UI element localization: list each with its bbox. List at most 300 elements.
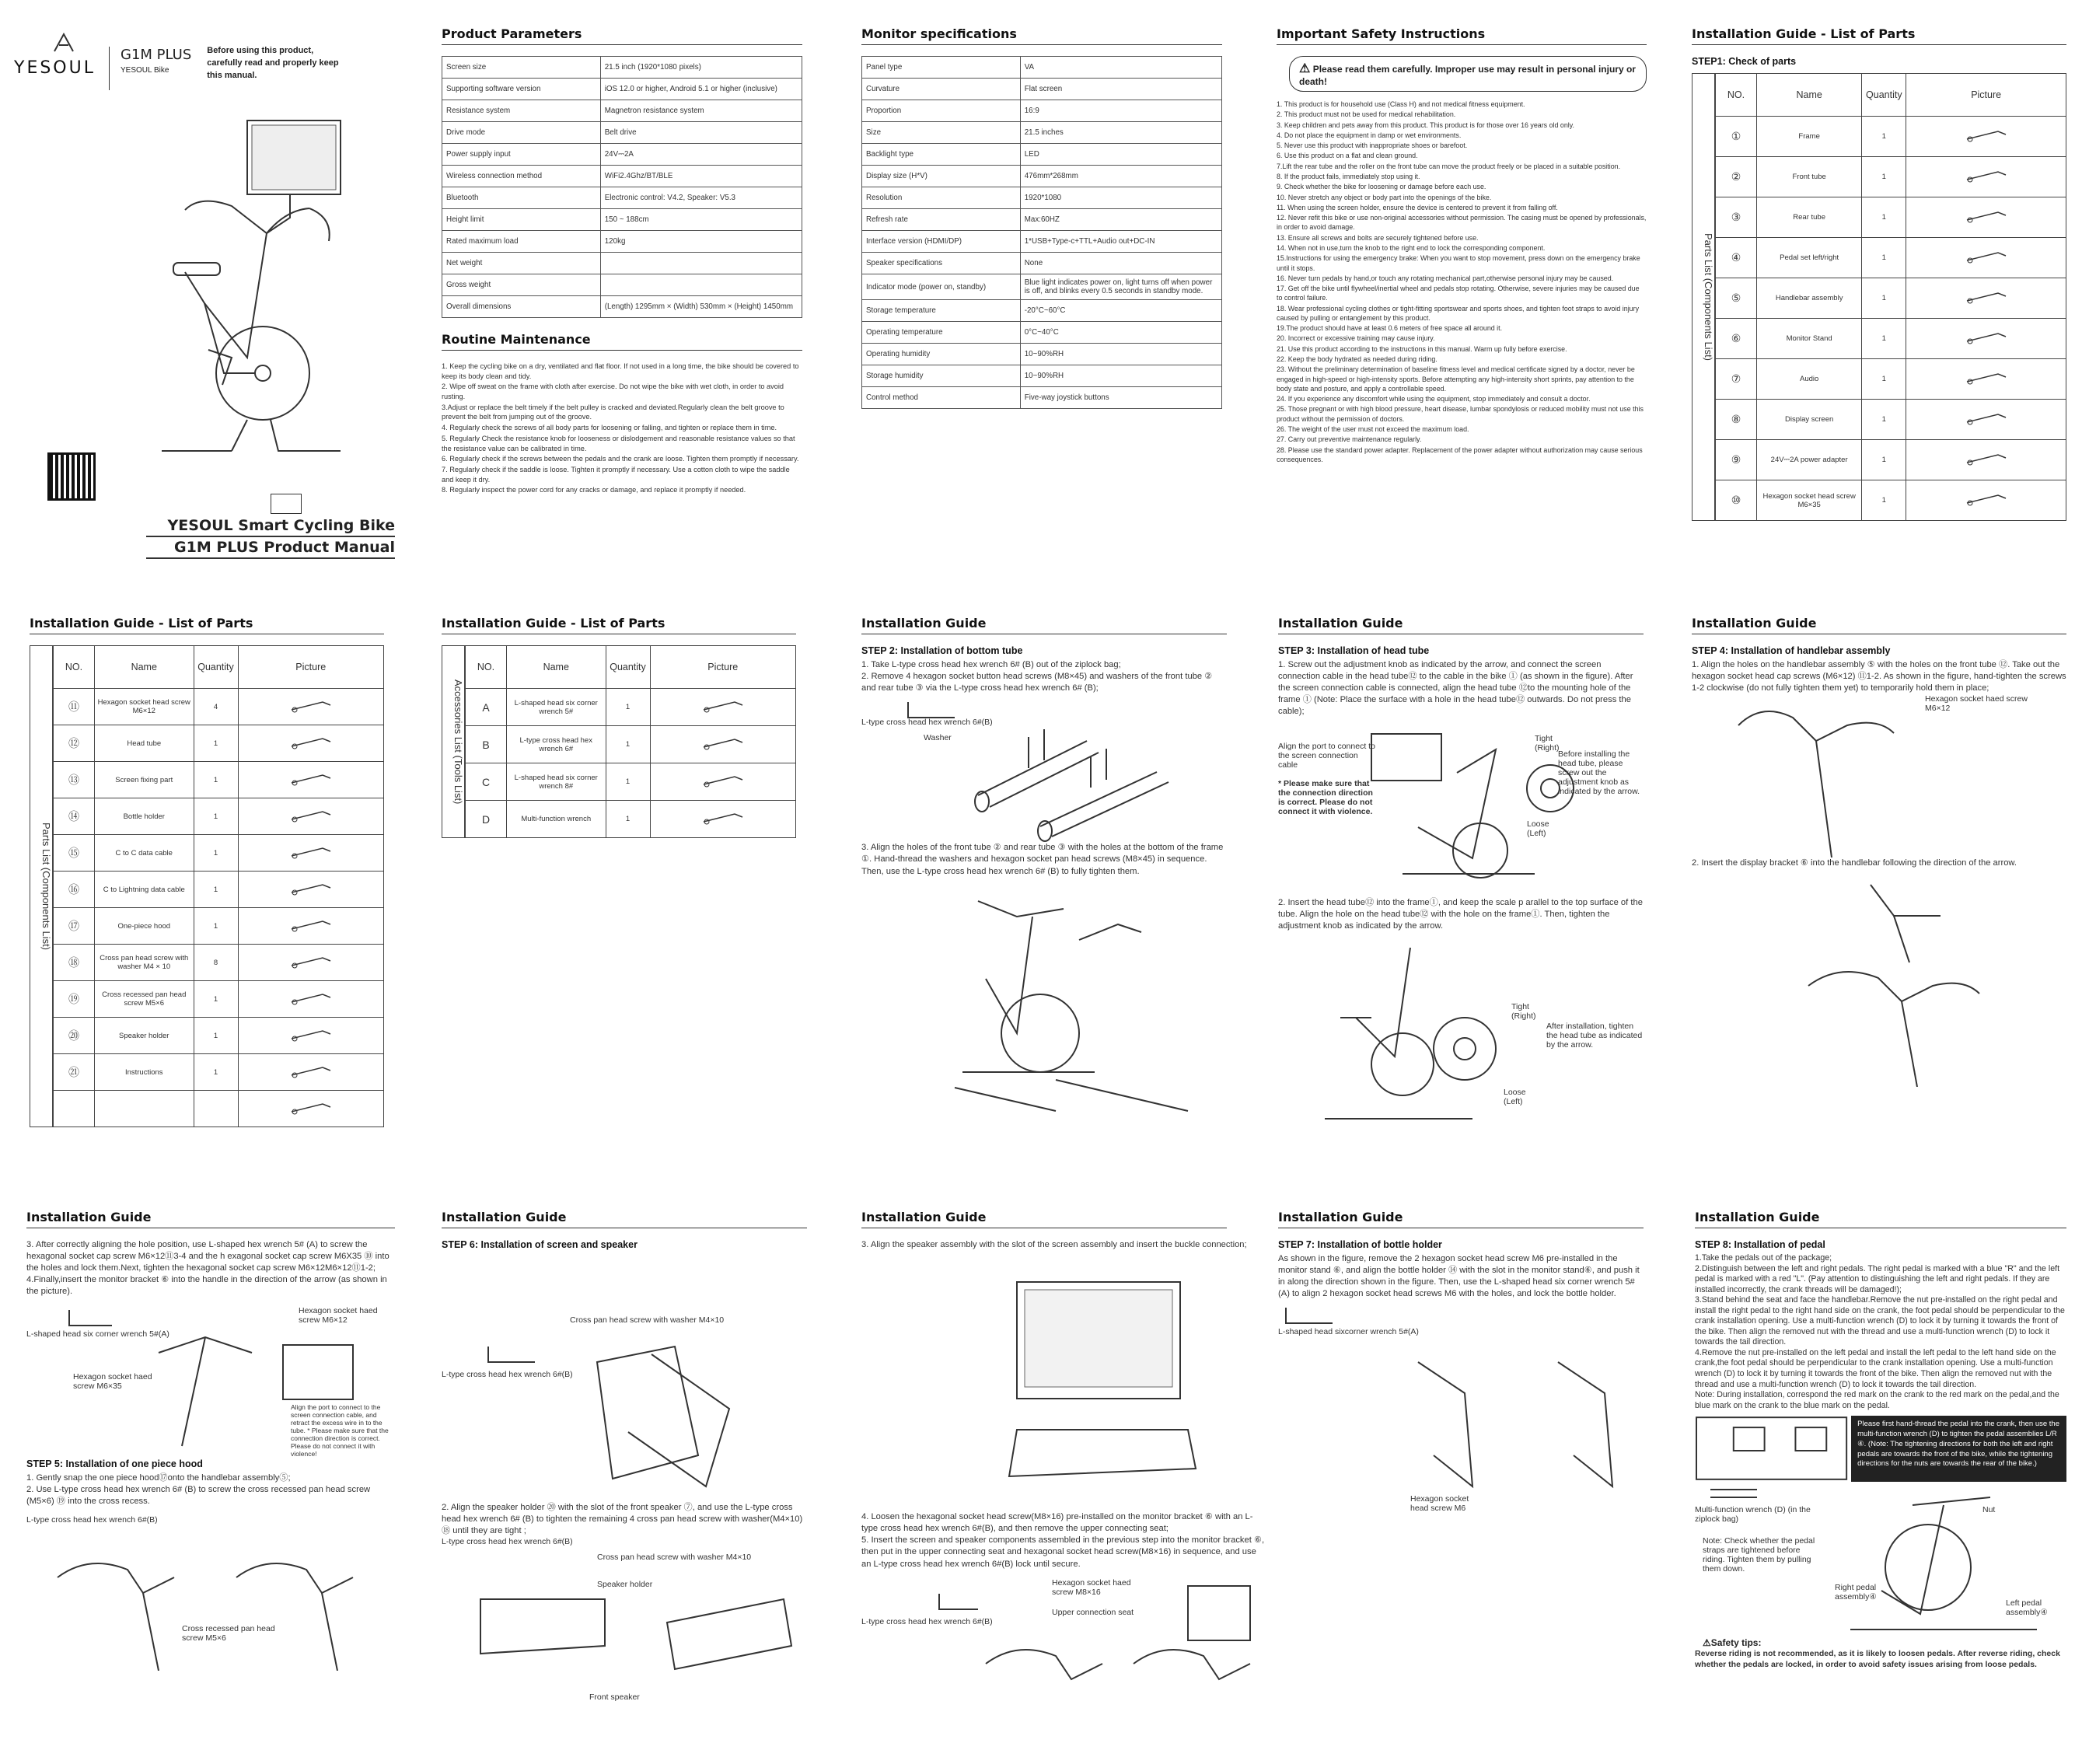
part-name: 24V⎓2A power adapter (1757, 440, 1862, 480)
monitor-label: Storage temperature (862, 300, 1021, 322)
part-quantity: 1 (1862, 197, 1906, 238)
step6b-panel (861, 1210, 1266, 1754)
monitor-label: Speaker specifications (862, 253, 1021, 274)
maintenance-item: 3.Adjust or replace the belt timely if the belt pulley is cracked and deviated.Regularly clean the belt groove to prevent the belt from jumping out of the groove. (442, 403, 784, 421)
param-value: WiFi2.4Ghz/BT/BLE (600, 166, 802, 187)
safety-item: 11. When using the screen holder, ensure the device is centered to prevent it from falling off. (1277, 203, 1558, 211)
safety-item: 6. Use this product on a flat and clean ground. (1277, 152, 1418, 160)
step5-text-1: 3. After correctly aligning the hole position, use L-shaped hex wrench 5# (A) to screw the hexagonal socket cap screw M6×12⑪3-4 and the h exagonal socket cap screw M6X35 ⑩ into the holes and lock them.Next, tighten the hexagonal socket cap screw M6×12M6×12⑪1-2; 4.Finally,insert the monitor bracket ⑥ into the handle in the direction of the arrow (as shown in the picture). (26, 1240, 390, 1297)
part-name: C to C data cable (95, 835, 194, 872)
part-number: ⑦ (1716, 359, 1757, 400)
part-name: One-piece hood (95, 908, 194, 945)
table-header: Picture (650, 646, 796, 689)
monitor-label: Display size (H*V) (862, 166, 1021, 187)
step5-title: Installation Guide (26, 1210, 395, 1228)
monitor-value: Max:60HZ (1020, 209, 1221, 231)
part-picture-icon (284, 915, 338, 935)
param-row (442, 274, 802, 296)
part-name: Bottle holder (95, 798, 194, 835)
part-picture (1906, 319, 2066, 359)
step6-wrench2-label: L-type cross head hex wrench 6#(B) (442, 1537, 573, 1547)
part-number: ⑳ (54, 1018, 95, 1054)
part-number: ② (1716, 157, 1757, 197)
table-row (466, 763, 796, 801)
table-header: Name (507, 646, 606, 689)
step2-heading: STEP 2: Installation of bottom tube (861, 645, 1023, 656)
part-picture (238, 1054, 384, 1091)
step6-title: Installation Guide (442, 1210, 807, 1228)
part-quantity: 1 (1862, 400, 1906, 440)
part-quantity: 1 (194, 981, 238, 1018)
param-row (442, 296, 802, 318)
part-quantity: 1 (1862, 480, 1906, 521)
monitor-row (862, 344, 1222, 365)
monitor-row (862, 365, 1222, 387)
part-quantity: 1 (606, 801, 650, 838)
safety-item: 22. Keep the body hydrated as needed during riding. (1277, 355, 1437, 364)
monitor-label: Control method (862, 387, 1021, 409)
part-number: C (466, 763, 507, 801)
param-label: Rated maximum load (442, 231, 601, 253)
monitor-value: 10~90%RH (1020, 344, 1221, 365)
step7-panel (1278, 1210, 1644, 1754)
table-row (1716, 278, 2066, 319)
monitor-label: Operating humidity (862, 344, 1021, 365)
step3-align-label: Align the port to connect to the screen connection cable (1278, 741, 1375, 770)
parts1-panel (1692, 26, 2066, 571)
part-quantity: 1 (1862, 278, 1906, 319)
part-name: Head tube (95, 725, 194, 762)
table-row (1716, 238, 2066, 278)
step2-text-2: 2. Remove 4 hexagon socket button head screws (M8×45) and washers of the front tube ② and rear tube ③ via the L-type cross head hex wrench 6# (B); (861, 672, 1213, 693)
param-value: 120kg (600, 231, 802, 253)
safety-title: Important Safety Instructions (1277, 26, 1647, 45)
param-label: Bluetooth (442, 187, 601, 209)
step6b-text-2: 4. Loosen the hexagonal socket head screw(M8×16) pre-installed on the monitor bracket ⑥ with an L-type cross head hex wrench 6#(B), and then remove the upper connecting seat; 5. Insert the screen and speaker components assembled in the previous step into the monitor bracket ⑥, then put in the upper connecting seat and hexagonal socket head screw(M8×16) in sequence, and use an L-type cross head hex wrench 6#(B) lock until secure. (861, 1512, 1265, 1569)
step5-note: Align the port to connect to the screen connection cable, and retract the excess wire in to the tube. * Please make sure that the connection direction is correct. Please do not connect it with violence! (291, 1402, 389, 1458)
part-number (54, 1091, 95, 1127)
param-row (442, 209, 802, 231)
part-name: Screen fixing part (95, 762, 194, 798)
safety-list (1277, 100, 1647, 464)
step6-wrench-label: L-type cross head hex wrench 6#(B) (442, 1370, 573, 1379)
step5-panel (26, 1210, 395, 1754)
part-quantity: 1 (194, 872, 238, 908)
param-row (442, 122, 802, 144)
param-label: Screen size (442, 57, 601, 79)
part-picture (238, 872, 384, 908)
step8-wrench-label: Multi-function wrench (D) (in the ziplock bag) (1695, 1505, 1811, 1525)
part-picture-icon (284, 952, 338, 972)
monitor-row (862, 300, 1222, 322)
cover-box (271, 494, 302, 514)
part-picture-icon (284, 696, 338, 716)
part-number: ⑲ (54, 981, 95, 1018)
table-row (1716, 117, 2066, 157)
monitor-label: Refresh rate (862, 209, 1021, 231)
param-value: iOS 12.0 or higher, Android 5.1 or higher (inclusive) (600, 79, 802, 100)
part-quantity: 1 (194, 798, 238, 835)
parts1-title: Installation Guide - List of Parts (1692, 26, 2066, 45)
part-picture-icon (696, 733, 750, 753)
part-picture (238, 981, 384, 1018)
monitor-value: 21.5 inches (1020, 122, 1221, 144)
part-name: L-shaped head six corner wrench 5# (507, 689, 606, 726)
parts2-table (53, 645, 384, 1127)
part-picture-icon (284, 1098, 338, 1118)
param-row (442, 231, 802, 253)
step6-screw-label: Cross pan head screw with washer M4×10 (570, 1315, 725, 1325)
maintenance-list (442, 362, 802, 495)
safety-warning (1289, 56, 1647, 92)
safety-warning-text: Please read them carefully. Improper use may result in personal injury or death! (1299, 64, 1636, 87)
brand-name: YESOUL (14, 58, 96, 78)
part-quantity: 1 (194, 1018, 238, 1054)
part-number: B (466, 726, 507, 763)
safety-item: 9. Check whether the bike for loosening or damage before each use. (1277, 183, 1486, 191)
safety-item: 3. Keep children and pets away from this product. This product is for those over 16 years old only. (1277, 121, 1574, 129)
part-number: ⑩ (1716, 480, 1757, 521)
safety-item: 10. Never stretch any object or body part into the openings of the bike. (1277, 193, 1492, 201)
part-name: Cross recessed pan head screw M5×6 (95, 981, 194, 1018)
part-picture (1906, 440, 2066, 480)
part-quantity: 8 (194, 945, 238, 981)
step8-panel (1695, 1210, 2066, 1762)
parameters-table (442, 56, 802, 318)
table-header: NO. (54, 646, 95, 689)
param-label: Resistance system (442, 100, 601, 122)
monitor-row (862, 209, 1222, 231)
table-row (54, 981, 384, 1018)
part-picture-icon (284, 842, 338, 862)
param-value: (Length) 1295mm × (Width) 530mm × (Height) 1450mm (600, 296, 802, 318)
step6-front-speaker-label: Front speaker (589, 1692, 640, 1703)
step8-note-box: Please first hand-thread the pedal into the crank, then use the multi-function wrench (D) to tighten the pedal assemblies L/R ④. (Note: The tightening directions for both the left and right pedals are towards the front of the bike, while the tightening directions for the nuts are towards the rear of the bike.) (1851, 1416, 2066, 1482)
part-name: L-type cross head hex wrench 6# (507, 726, 606, 763)
maintenance-item: 8. Regularly inspect the power cord for any cracks or damage, and replace it promptly if needed. (442, 486, 746, 494)
safety-item: 15.Instructions for using the emergency brake: When you want to stop movement, press down on the emergency brake until it stops. (1277, 254, 1640, 272)
table-row (54, 725, 384, 762)
tools-side-label: Accessories List (Tools List) (452, 679, 464, 805)
step5-hood-illustration (26, 1507, 395, 1671)
part-picture (238, 798, 384, 835)
part-number: ⑭ (54, 798, 95, 835)
table-row (54, 798, 384, 835)
part-quantity: 1 (194, 908, 238, 945)
cover-title-1: YESOUL Smart Cycling Bike (146, 517, 395, 537)
step8-text: 1.Take the pedals out of the package; 2.Distinguish between the left and right pedals. The right pedal is marked with a blue "R" and the left pedal is marked with a red "L". (Pay attention to distinguishing the left and right pedals. If they are installed incorrectly, the crank threads will be damaged!); 3.Stand behind the seat and face the handlebar.Remove the nut pre-installed on the right pedal and install the right pedal to the right hand side on the crank, the foot pedal should be perpendicular to the crank installation opening. Use a multi-function wrench (D) to lock it by turning it towards the front of the bike. Then align the removed nut with the thread and use a multi-function wrench (D) to lock it towards the tail direction. 4.Remove the nut pre-installed on the left pedal and install the left pedal to the left hand side on the crank,the foot pedal should be perpendicular to the crank installation opening. Use a multi-function wrench (D) to lock it by turning it towards the front of the bike. Then align the removed nut with the thread and use a multi-function wrench (D) to lock it towards the tail direction. Note: During installation, correspond the red mark on the crank to the red mark on the pedal,and the blue mark on the crank to the blue mark on the pedal. (1695, 1253, 2065, 1410)
param-row (442, 57, 802, 79)
monitor-row (862, 387, 1222, 409)
param-row (442, 187, 802, 209)
monitor-value: LED (1020, 144, 1221, 166)
parts1-side-label: Parts List (Components List) (1703, 232, 1714, 361)
maintenance-item: 7. Regularly check if the saddle is loose. Tighten it promptly if necessary. Use a cotton cloth to wipe the saddle and keep it dry. (442, 465, 790, 484)
part-quantity: 1 (194, 762, 238, 798)
part-name: Handlebar assembly (1757, 278, 1862, 319)
safety-item: 21. Use this product according to the instructions in this manual. Warm up fully before exercise. (1277, 344, 1567, 353)
param-value (600, 274, 802, 296)
safety-item: 2. This product must not be used for medical rehabilitation. (1277, 110, 1456, 119)
monitor-value: 1920*1080 (1020, 187, 1221, 209)
monitor-row (862, 166, 1222, 187)
param-label: Gross weight (442, 274, 601, 296)
param-value: Magnetron resistance system (600, 100, 802, 122)
safety-tips-text: Reverse riding is not recommended, as it is likely to loosen pedals. After reverse riding, check whether the pedals are locked, in order to avoid safety issues arising from loose pedals. (1695, 1649, 2060, 1670)
step2-text-1: 1. Take L-type cross head hex wrench 6# (B) out of the ziplock bag; (861, 660, 1121, 669)
table-row (466, 801, 796, 838)
step8-strap-note: Note: Check whether the pedal straps are tightened before riding. Tighten them by pulling them down. (1703, 1536, 1815, 1574)
param-label: Height limit (442, 209, 601, 231)
monitor-label: Resolution (862, 187, 1021, 209)
part-picture (1906, 400, 2066, 440)
step4-text-1: 1. Align the holes on the handlebar assembly ⑤ with the holes on the front tube ⑫. Take out the hexagon socket head cap screws (M6×12) ⑪1-2. As shown in the figure, hand-tighten the screws 1-2 clockwise (do not fully tighten them yet) to temporarily hold them in place; (1692, 660, 2066, 693)
part-quantity: 1 (606, 763, 650, 801)
tools-panel (442, 616, 796, 849)
step3-loose2-label: Loose (Left) (1504, 1087, 1526, 1106)
part-picture (238, 835, 384, 872)
param-row (442, 79, 802, 100)
part-picture-icon (284, 1025, 338, 1045)
step3-before-label: Before installing the head tube, please screw out the adjustment knob as indicated by the arrow. (1558, 749, 1640, 796)
safety-item: 20. Incorrect or excessive training may cause injury. (1277, 334, 1435, 343)
safety-tips-title (1703, 1637, 2066, 1648)
step5-wrench-label: L-shaped head six corner wrench 5#(A) (26, 1329, 169, 1339)
parts1-step: STEP1: Check of parts (1692, 56, 1797, 67)
table-header: Quantity (606, 646, 650, 689)
step3-align-warning: * Please make sure that the connection direction is correct. Please do not connect it with violence. (1278, 778, 1373, 816)
part-number: ④ (1716, 238, 1757, 278)
table-row (1716, 359, 2066, 400)
part-picture-icon (1959, 368, 2014, 388)
safety-item: 14. When not in use,turn the knob to the right end to lock the corresponding component. (1277, 243, 1546, 252)
part-quantity: 1 (194, 835, 238, 872)
part-picture-icon (284, 879, 338, 899)
step4-bracket-illustration (1692, 869, 2065, 1087)
step5-text-2: 1. Gently snap the one piece hood⑰onto the handlebar assembly⑤; 2. Use L-type cross head hex wrench 6# (B) to screw the cross recessed pan head screw (M5×6) ⑲ into the cross recess. (26, 1472, 371, 1506)
safety-item: 25. Those pregnant or with high blood pressure, heart disease, lumbar spondylosis or reduced mobility must not use this product without the permission of doctors. (1277, 405, 1644, 423)
table-row (54, 762, 384, 798)
step6b-title: Installation Guide (861, 1210, 1227, 1228)
step2-title: Installation Guide (861, 616, 1227, 634)
table-row (466, 689, 796, 726)
part-quantity: 1 (194, 1054, 238, 1091)
part-number: A (466, 689, 507, 726)
param-label: Net weight (442, 253, 601, 274)
step2-bike-illustration (861, 878, 1227, 1127)
monitor-value: 10~90%RH (1020, 365, 1221, 387)
part-picture (1906, 117, 2066, 157)
step3-text-2: 2. Insert the head tube⑫ into the frame①, and keep the scale p arallel to the top surface of the tube. Align the hole on the head tube⑫ with the hole on the frame①. Then, tighten the adjustment knob as indicated by the arrow. (1278, 897, 1643, 931)
parts2-panel (30, 616, 384, 1175)
cover-panel (14, 31, 395, 568)
monitor-table (861, 56, 1222, 409)
safety-item: 13. Ensure all screws and bolts are securely tightened before use. (1277, 233, 1479, 242)
step7-title: Installation Guide (1278, 1210, 1644, 1228)
parameters-title: Product Parameters (442, 26, 802, 45)
step2-tubes-illustration (861, 694, 1227, 842)
param-value (600, 253, 802, 274)
safety-item: 17. Get off the bike until flywheel/inertial wheel and pedals stop rotating. Otherwise, severe injuries may be caused due to control failure. (1277, 285, 1640, 302)
step2-text-3: 3. Align the holes of the front tube ② and rear tube ③ with the holes at the bottom of the frame ①. Hand-thread the washers and hexagon socket pan head screws (M8×45) in sequence. Then, use the L-type cross head hex wrench 6# (B) to fully tighten them. (861, 843, 1224, 876)
step5-pan-screw-label: Cross recessed pan head screw M5×6 (182, 1623, 275, 1643)
safety-item: 7.Lift the rear tube and the roller on the front tube can move the product freely or be placed in a suitable position. (1277, 162, 1621, 170)
table-row (54, 689, 384, 725)
part-picture-icon (284, 988, 338, 1008)
part-picture (1906, 359, 2066, 400)
step8-heading: STEP 8: Installation of pedal (1695, 1239, 1825, 1250)
monitor-row (862, 322, 1222, 344)
part-number: D (466, 801, 507, 838)
part-picture (650, 726, 796, 763)
safety-item: 8. If the product fails, immediately stop using it. (1277, 172, 1420, 180)
table-row (54, 872, 384, 908)
part-number: ⑱ (54, 945, 95, 981)
qr-code (50, 455, 93, 498)
maintenance-item: 1. Keep the cycling bike on a dry, ventilated and flat floor. If not used in a long time, the bike should be covered to keep its body clean and tidy. (442, 362, 799, 380)
safety-item: 18. Wear professional cycling clothes or tight-fitting sportswear and sports shoes, and tighten foot straps to avoid injury caused by pulling or entanglement by this product. (1277, 304, 1640, 322)
monitor-label: Interface version (HDMI/DP) (862, 231, 1021, 253)
param-label: Supporting software version (442, 79, 601, 100)
part-picture (238, 689, 384, 725)
table-header: Picture (1906, 74, 2066, 117)
maintenance-item: 2. Wipe off sweat on the frame with cloth after exercise. Do not wipe the bike with wet cloth, in order to avoid rusting. (442, 382, 784, 401)
monitor-label: Backlight type (862, 144, 1021, 166)
part-picture-icon (1959, 327, 2014, 348)
part-name: Audio (1757, 359, 1862, 400)
safety-item: 4. Do not place the equipment in damp or wet environments. (1277, 131, 1462, 139)
safety-panel (1277, 26, 1647, 571)
param-label: Overall dimensions (442, 296, 601, 318)
step2-label-washer: Washer (924, 733, 952, 743)
parameters-panel (442, 26, 802, 571)
part-picture (238, 945, 384, 981)
step5-screw12-label: Hexagon socket haed screw M6×12 (299, 1305, 378, 1325)
cover-title-2: G1M PLUS Product Manual (146, 539, 395, 559)
monitor-label: Size (862, 122, 1021, 144)
part-picture-icon (1959, 246, 2014, 267)
part-picture (238, 908, 384, 945)
step6b-screen-illustration (861, 1251, 1266, 1507)
monitor-label: Panel type (862, 57, 1021, 79)
part-picture (1906, 197, 2066, 238)
safety-item: 12. Never refit this bike or use non-original accessories without permission. The casing must be opened by professionals, in order to avoid damage. (1277, 214, 1647, 232)
logo (14, 31, 101, 78)
step4-screw-label: Hexagon socket haed screw M6×12 (1925, 694, 2028, 714)
step7-heading: STEP 7: Installation of bottle holder (1278, 1239, 1442, 1250)
part-picture (650, 763, 796, 801)
monitor-label: Operating temperature (862, 322, 1021, 344)
safety-item: 19.The product should have at least 0.6 meters of free space all around it. (1277, 324, 1503, 333)
param-label: Wireless connection method (442, 166, 601, 187)
monitor-row (862, 231, 1222, 253)
part-number: ③ (1716, 197, 1757, 238)
yesoul-logo-icon (48, 31, 79, 54)
step3-text-1: 1. Screw out the adjustment knob as indicated by the arrow, and connect the screen connection cable in the head tube⑫ to the cable in the bike ① (as shown in the figure). After the screen connection cable is connected, align the head tube ⑫to the mounting hole of the frame ① (Note: Place the surface with a hole in the head tube⑫ outwards. Do not press the cable); (1278, 660, 1633, 717)
table-row (1716, 197, 2066, 238)
param-label: Drive mode (442, 122, 601, 144)
parts1-table (1715, 73, 2066, 521)
step8-title: Installation Guide (1695, 1210, 2066, 1228)
monitor-panel (861, 26, 1222, 571)
param-row (442, 144, 802, 166)
warning-icon: ⚠ (1299, 62, 1311, 75)
part-name: Pedal set left/right (1757, 238, 1862, 278)
step3-panel (1278, 616, 1644, 1175)
part-picture-icon (696, 770, 750, 791)
part-number: ⑬ (54, 762, 95, 798)
monitor-value: Flat screen (1020, 79, 1221, 100)
table-header: Quantity (1862, 74, 1906, 117)
table-row (54, 835, 384, 872)
safety-item: 1. This product is for household use (Class H) and not medical fitness equipment. (1277, 100, 1525, 108)
part-picture (238, 762, 384, 798)
step5-heading: STEP 5: Installation of one piece hood (26, 1458, 203, 1469)
step6b-screw-label: Hexagon socket haed screw M8×16 (1052, 1577, 1131, 1597)
step8-nut-label: Nut (1982, 1505, 1996, 1515)
monitor-value: 476mm*268mm (1020, 166, 1221, 187)
table-row (54, 1018, 384, 1054)
monitor-value: 1*USB+Type-c+TTL+Audio out+DC-IN (1020, 231, 1221, 253)
part-quantity: 1 (606, 726, 650, 763)
table-row (54, 1091, 384, 1127)
step4-text-2: 2. Insert the display bracket ⑥ into the handlebar following the direction of the arrow. (1692, 858, 2017, 868)
monitor-label: Proportion (862, 100, 1021, 122)
part-picture-icon (1959, 408, 2014, 428)
part-quantity: 1 (1862, 440, 1906, 480)
warning-icon: ⚠ (1703, 1637, 1711, 1649)
part-quantity: 1 (194, 725, 238, 762)
cover-notice: Before using this product, carefully read and properly keep this manual. (207, 46, 339, 80)
monitor-value: VA (1020, 57, 1221, 79)
part-name: Cross pan head screw with washer M4 × 10 (95, 945, 194, 981)
part-name: Multi-function wrench (507, 801, 606, 838)
part-name: Speaker holder (95, 1018, 194, 1054)
step2-panel (861, 616, 1227, 1175)
part-number: ① (1716, 117, 1757, 157)
part-picture (650, 689, 796, 726)
step6-screw2-label: Cross pan head screw with washer M4×10 (597, 1553, 752, 1563)
step6-heading: STEP 6: Installation of screen and speaker (442, 1239, 638, 1250)
table-header: NO. (1716, 74, 1757, 117)
step3-title: Installation Guide (1278, 616, 1644, 634)
part-picture-icon (1959, 489, 2014, 509)
tools-table (465, 645, 796, 838)
table-row (466, 726, 796, 763)
part-picture-icon (696, 696, 750, 716)
monitor-value: Blue light indicates power on, light turns off when power is off, and blinks every 0.5 seconds in standby mode. (1020, 274, 1221, 300)
table-header: Name (95, 646, 194, 689)
table-row (1716, 157, 2066, 197)
step8-pedal-illustration (1695, 1416, 1848, 1482)
param-value: Belt drive (600, 122, 802, 144)
safety-item: 5. Never use this product with inappropriate shoes or barefoot. (1277, 141, 1468, 150)
step3-tight2-label: Tight (Right) (1511, 1001, 1536, 1021)
step8-right-pedal-label: Right pedal assembly④ (1835, 1583, 1877, 1602)
step6b-seat-label: Upper connection seat (1052, 1607, 1134, 1617)
parts2-side-label: Parts List (Components List) (40, 822, 52, 950)
part-picture-icon (1959, 166, 2014, 186)
step4-handlebar-illustration (1692, 694, 2065, 858)
monitor-value: 0°C~40°C (1020, 322, 1221, 344)
step6b-wrench-label: L-type cross head hex wrench 6#(B) (861, 1616, 993, 1626)
step4-title: Installation Guide (1692, 616, 2066, 634)
monitor-value: 16:9 (1020, 100, 1221, 122)
monitor-value: None (1020, 253, 1221, 274)
monitor-title: Monitor specifications (861, 26, 1222, 45)
step3-heading: STEP 3: Installation of head tube (1278, 645, 1430, 656)
safety-item: 27. Carry out preventive maintenance regularly. (1277, 435, 1422, 444)
